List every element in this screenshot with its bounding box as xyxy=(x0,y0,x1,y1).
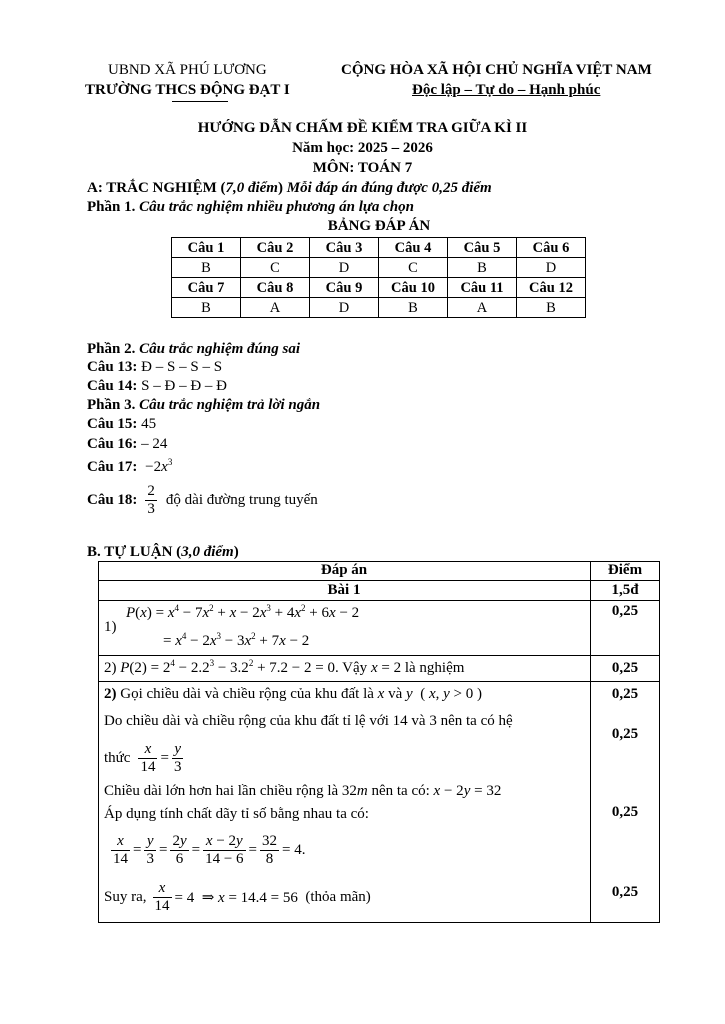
answer-table-row xyxy=(172,298,586,318)
r2-score: 0,25 xyxy=(611,660,639,676)
table-cell: Câu 7 xyxy=(172,278,241,298)
problem-score: 1,5đ xyxy=(611,582,639,598)
row-divider xyxy=(98,580,660,581)
q13: Câu 13: Đ – S – S – S xyxy=(87,359,223,375)
q16: Câu 16: – 24 xyxy=(87,436,168,452)
table-cell: Câu 10 xyxy=(379,278,448,298)
r3-score-1: 0,25 xyxy=(611,686,639,702)
part-b-heading: B. TỰ LUẬN (3,0 điểm) xyxy=(87,544,239,560)
table-cell: Câu 4 xyxy=(379,238,448,258)
part2-heading: Phần 2. Câu trắc nghiệm đúng sai xyxy=(87,341,300,357)
part3-heading: Phần 3. Câu trắc nghiệm trả lời ngắn xyxy=(87,397,321,413)
national-motto: Độc lập – Tự do – Hạnh phúc xyxy=(412,82,601,98)
table-cell: Câu 12 xyxy=(517,278,586,298)
col-header-score: Điểm xyxy=(607,562,643,578)
table-cell: Câu 9 xyxy=(310,278,379,298)
r3-line4: Chiều dài lớn hơn hai lần chiều rộng là 32m nên ta có: x − 2y = 32 xyxy=(104,783,502,799)
table-cell: B xyxy=(448,258,517,278)
table-cell: Câu 5 xyxy=(448,238,517,258)
part-a-heading: A: TRẮC NGHIỆM (7,0 điểm) Mỗi đáp án đúng được 0,25 điểm xyxy=(87,180,492,196)
table-cell: A xyxy=(241,298,310,318)
table-cell: Câu 8 xyxy=(241,278,310,298)
row-divider xyxy=(98,655,660,656)
answer-table xyxy=(171,237,586,318)
table-cell: Câu 1 xyxy=(172,238,241,258)
r3-score-3: 0,25 xyxy=(611,804,639,820)
row-divider xyxy=(98,681,660,682)
table-cell: C xyxy=(241,258,310,278)
national-title: CỘNG HÒA XÃ HỘI CHỦ NGHĨA VIỆT NAM xyxy=(341,62,652,78)
table-cell: Câu 11 xyxy=(448,278,517,298)
r1-formula-line2: = $x^4 - 2x^3 - 3x^2 + 7x - 2$ xyxy=(163,631,310,649)
r3-line2: Do chiều dài và chiều rộng của khu đất tỉ lệ với 14 và 3 nên ta có hệ xyxy=(104,713,513,729)
answer-table-row xyxy=(172,238,586,258)
school-name: TRƯỜNG THCS ĐỘNG ĐẠT I xyxy=(85,82,290,98)
table-cell: C xyxy=(379,258,448,278)
school-authority: UBND XÃ PHÚ LƯƠNG xyxy=(108,62,267,78)
table-cell: Câu 6 xyxy=(517,238,586,258)
doc-title: HƯỚNG DẪN CHẤM ĐỀ KIỂM TRA GIỮA KÌ II xyxy=(197,120,528,136)
table-cell: D xyxy=(310,258,379,278)
table-cell: B xyxy=(517,298,586,318)
part1-heading: Phần 1. Câu trắc nghiệm nhiều phương án lựa chọn xyxy=(87,199,414,215)
r3-line3: thức $\frac{x}{14}$ = $\frac{y}{3}$ xyxy=(104,740,182,775)
q18-fraction: $\frac{2}{3}$ xyxy=(147,482,155,517)
table-cell: D xyxy=(310,298,379,318)
r3-line5: Áp dụng tính chất dãy tỉ số bằng nhau ta có: xyxy=(104,806,369,822)
answer-table-row xyxy=(172,278,586,298)
r3-line1: 2) Gọi chiều dài và chiều rộng của khu đất là x và y ( x, y > 0 ) xyxy=(104,686,482,702)
col-header-answer: Đáp án xyxy=(320,562,368,578)
r3-score-2: 0,25 xyxy=(611,726,639,742)
q17: Câu 17: $-2x^3$ xyxy=(87,457,173,475)
r1-label: 1) xyxy=(104,619,117,635)
table-cell: D xyxy=(517,258,586,278)
r1-formula-line1: $P(x) = x^4 - 7x^2 + x - 2x^3 + 4x^2 + 6x - 2$ xyxy=(126,603,360,621)
answer-table-row xyxy=(172,258,586,278)
r2-text: 2) $P(2) = 2^4 - 2.2^3 - 3.2^2 + 7.2 - 2 = 0$. Vậy x = 2 là nghiệm xyxy=(104,658,465,676)
table-cell: Câu 2 xyxy=(241,238,310,258)
q14: Câu 14: S – Đ – Đ – Đ xyxy=(87,378,228,394)
table-cell: B xyxy=(172,258,241,278)
school-year: Năm học: 2025 – 2026 xyxy=(292,140,433,156)
row-divider xyxy=(98,600,660,601)
r3-line6: $\frac{x}{14}$ = $\frac{y}{3}$ = $\frac{2y}{6}$ = $\frac{x - 2y}{14 - 6}$ = $\frac{32}{8}$ = 4. xyxy=(113,832,306,867)
problem-title: Bài 1 xyxy=(327,582,361,598)
q15: Câu 15: 45 xyxy=(87,416,157,432)
table-cell: Câu 3 xyxy=(310,238,379,258)
subject: MÔN: TOÁN 7 xyxy=(312,160,413,176)
table-cell: A xyxy=(448,298,517,318)
school-name-underline xyxy=(172,101,228,102)
r3-score-4: 0,25 xyxy=(611,884,639,900)
r1-score: 0,25 xyxy=(611,603,639,619)
r3-line7: Suy ra, $\frac{x}{14}$ = 4 ⇒ x = 14.4 = 56 (thỏa mãn) xyxy=(104,879,371,914)
table-cell: B xyxy=(379,298,448,318)
q18: Câu 18: $\frac{2}{3}$ độ dài đường trung tuyến xyxy=(87,482,318,517)
table-cell: B xyxy=(172,298,241,318)
answer-table-title: BẢNG ĐÁP ÁN xyxy=(327,218,431,234)
